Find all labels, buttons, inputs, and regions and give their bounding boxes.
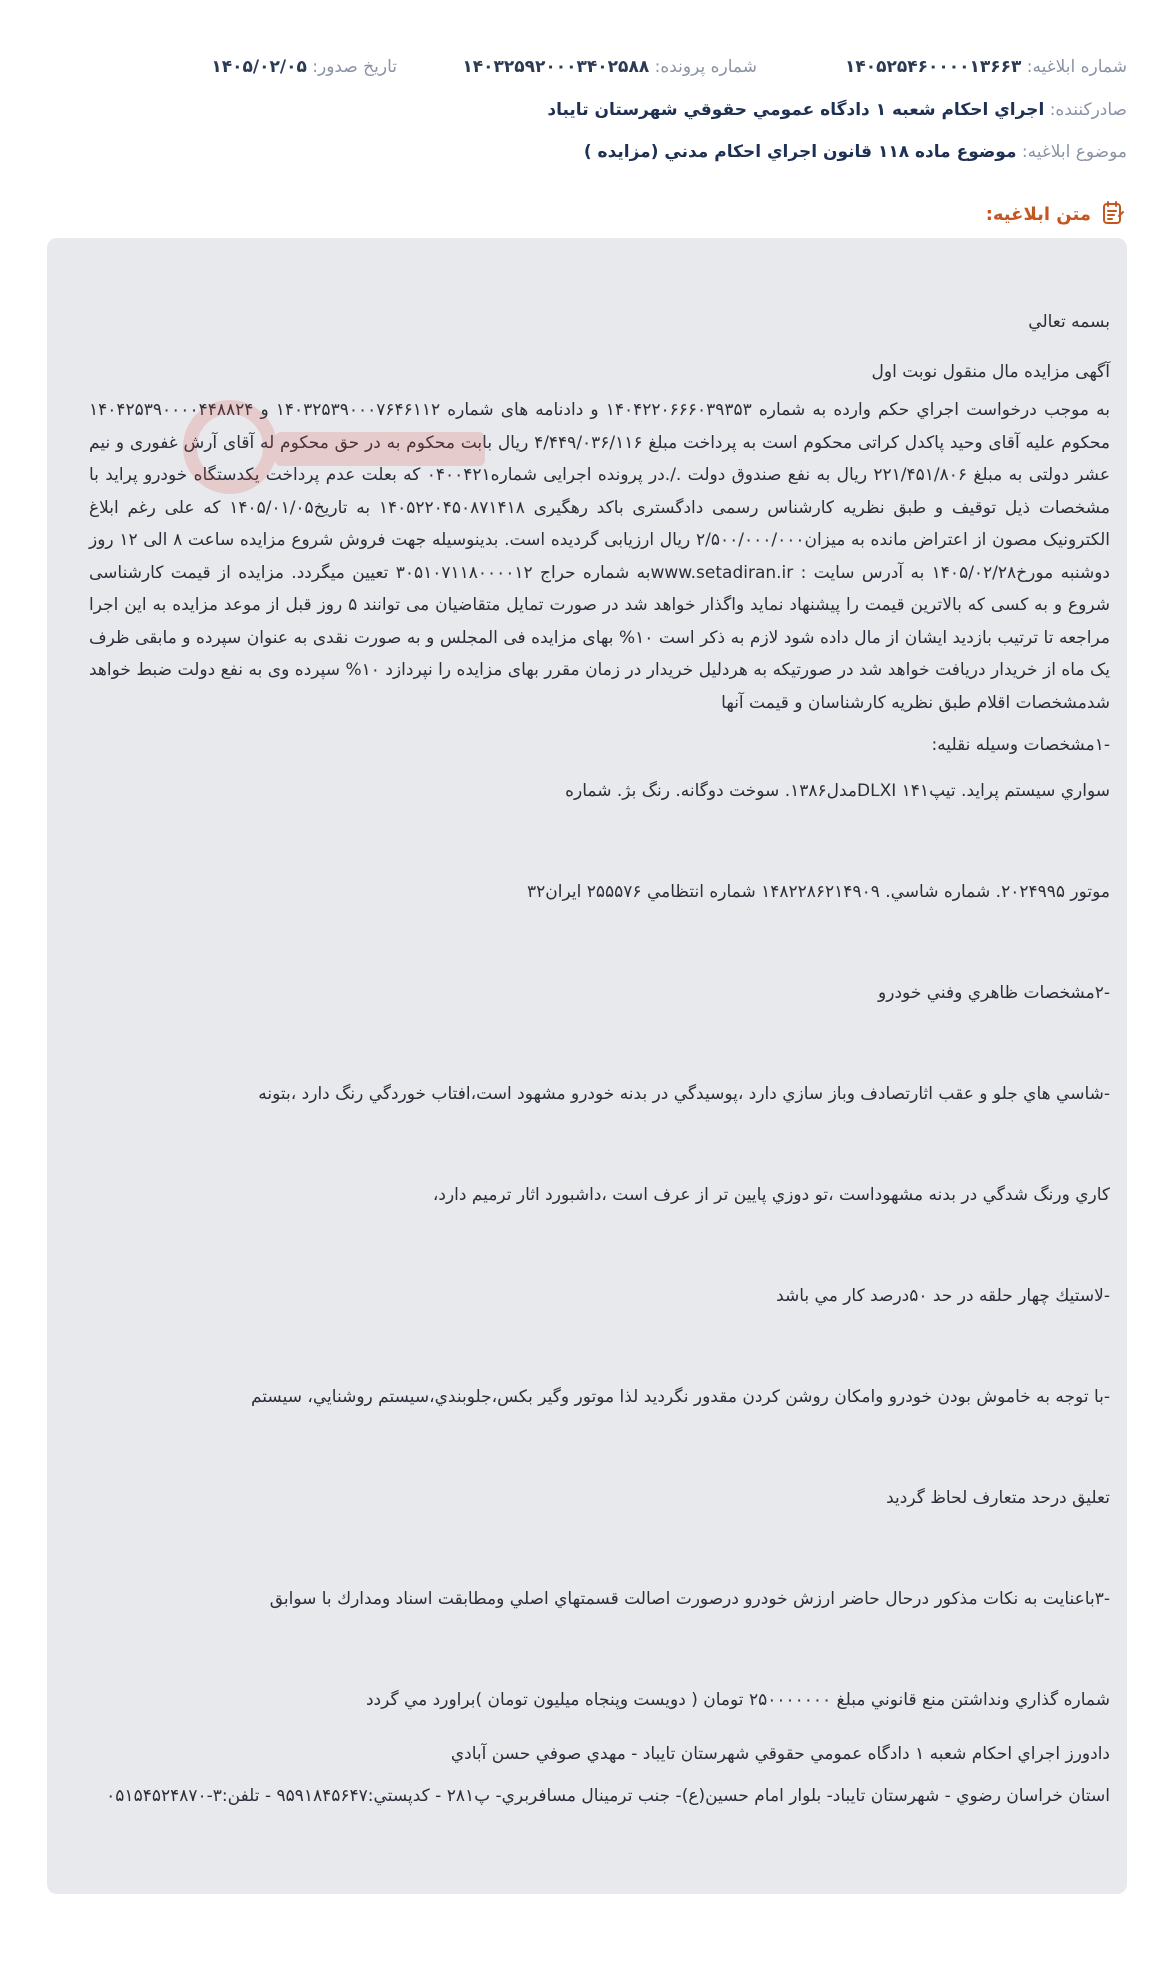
engine-line-2: تعلیق درحد متعارف لحاظ گردید	[886, 1488, 1110, 1508]
tires-line: -لاستیك چهار حلقه در حد ۵۰درصد کار مي باشد	[776, 1286, 1110, 1306]
valuation-line-2: شماره گذاري ونداشتن منع قانوني مبلغ ۲۵۰۰۰۰۰۰۰ تومان ( دویست وپنجاه میلیون تومان )براورد مي گردد	[365, 1690, 1110, 1710]
signer-line: دادورز اجراي احکام شعبه ۱ دادگاه عمومي حقوقي شهرستان تایباد - مهدي صوفي حسن آبادي	[450, 1744, 1110, 1764]
vehicle-line-2: موتور ۲۰۲۴۹۹۵. شماره شاسي. ۱۴۸۲۲۸۶۲۱۴۹۰۹ شماره انتظامي ۲۵۵۵۷۶ ایران۳۲	[527, 882, 1110, 902]
issue-date-label: تاریخ صدور:	[312, 57, 397, 77]
document-icon	[1099, 198, 1127, 231]
engine-line-1: -با توجه به خاموش بودن خودرو وامکان روشن کردن مقدور نگردید لذا موتور وگیر بکس،جلوبندي،سیستم روشنايي، سیستم	[250, 1387, 1110, 1407]
content-body: به موجب درخواست اجراي حکم وارده به شماره ۱۴۰۴۲۲۰۶۶۶۰۳۹۳۵۳ و دادنامه های شماره ۱۴۰۳۲۵۳۹۰۰۰۷۶۴۶۱۱۲ و ۱۴۰۴۲۵۳۹۰۰۰۰۴۴۸۸۲۴ محکوم علیه آقای وحید پاکدل کراتی محکوم است به پرداخت مبلغ ۴/۴۴۹/۰۳۶/۱۱۶ ریال بابت محکوم به در حق محکوم له آقای آرش غفوری و نیم عشر دولتی به مبلغ ۲۲۱/۴۵۱/۸۰۶ ریال به نفع صندوق دولت ./.در پرونده اجرایی شماره۰۴۰۰۴۲۱ که بعلت عدم پرداخت یکدستگاه خودرو پراید با مشخصات ذیل توقیف و طبق نظریه کارشناس رسمی دادگستری باکد رهگیری ۱۴۰۵۲۲۰۴۵۰۸۷۱۴۱۸ به تاریخ۱۴۰۵/۰۱/۰۵ که علی رغم ابلاغ الکترونیک مصون از اعتراض مانده به میزان۲/۵۰۰/۰۰۰/۰۰۰ ریال ارزیابی گردیده است. بدینوسیله جهت فروش شروع مزایده ساعت ۸ الی ۱۲ روز دوشنبه مورخ۱۴۰۵/۰۲/۲۸ به آدرس سایت : www.setadiran.irبه شماره حراج ۳۰۵۱۰۷۱۱۸۰۰۰۰۱۲ تعیین میگردد. مزایده از قیمت کارشناسی شروع و به کسی که بالاترین قیمت را پیشنهاد نماید واگذار خواهد شد در صورت تمایل متقاضیان می توانند ۵ روز قبل از موعد مزایده به این اجرا مراجعه تا ترتیب بازدید ایشان از مال داده شود لازم به ذکر است ۱۰% بهای مزایده فی المجلس و به صورت نقدی به عنوان سپرده و مابقی ظرف یک ماه از خریدار دریافت خواهد شد در صورتیکه به هردلیل خریدار در زمان مقرر بهای مزایده را نپردازد ۱۰% سپرده وی به نفع دولت ضبط خواهد شدمشخصات اقلام طبق نظریه کارشناسان و قیمت آنها	[89, 400, 1111, 713]
notice-number-label: شماره ابلاغیه:	[1026, 57, 1127, 77]
valuation-line-1: -۳باعنایت به نکات مذکور درحال حاضر ارزش خودرو درصورت اصالت قسمتهاي اصلي ومطابقت اسناد ومدارك با سوابق	[269, 1589, 1110, 1609]
address-line: استان خراسان رضوي - شهرستان تایباد- بلوار امام حسین(ع)- جنب ترمینال مسافربري- پ۲۸۱ - کدپستي:۹۵۹۱۸۴۵۶۴۷ - تلفن:۳-۰۵۱۵۴۵۲۴۸۷۰	[106, 1786, 1110, 1806]
issuer-value: اجراي احکام شعبه ۱ دادگاه عمومي حقوقي شهرستان تایباد	[547, 100, 1045, 120]
file-number	[462, 57, 757, 77]
vehicle-heading: -۱مشخصات وسیله نقلیه:	[931, 735, 1110, 755]
file-number-label: شماره پرونده:	[654, 57, 757, 77]
notice-number	[845, 57, 1127, 77]
issue-date-value: ۱۴۰۵/۰۲/۰۵	[211, 57, 307, 77]
vehicle-line-1: سواري سیستم پراید. تیپ۱۴۱ DLXIمدل۱۳۸۶. سوخت دوگانه. رنگ بژ. شماره	[565, 781, 1110, 801]
issuer-label: صادرکننده:	[1049, 100, 1127, 120]
issue-date	[211, 57, 397, 77]
file-number-value: ۱۴۰۳۲۵۹۲۰۰۰۳۴۰۲۵۸۸	[462, 57, 650, 77]
content-subtitle: آگهی مزایده مال منقول نوبت اول	[871, 362, 1110, 382]
subject-value: موضوع ماده ۱۱۸ قانون اجراي احکام مدني (مزایده )	[583, 142, 1017, 162]
notice-text-heading	[986, 198, 1127, 231]
notice-text-title: متن ابلاغیه:	[985, 204, 1091, 225]
notice-content-box	[47, 238, 1127, 1894]
notice-number-value: ۱۴۰۵۲۵۴۶۰۰۰۰۱۳۶۶۳	[844, 57, 1022, 77]
appearance-heading: -۲مشخصات ظاهري وفني خودرو	[878, 983, 1110, 1003]
subject-label: موضوع ابلاغیه:	[1021, 142, 1127, 162]
content-title: بسمه تعالي	[1028, 312, 1110, 332]
appearance-line-2: کاري ورنگ شدگي در بدنه مشهوداست ،تو دوزي پایین تر از عرف است ،داشبورد اثار ترمیم دارد،	[432, 1185, 1110, 1205]
appearance-line-1: -شاسي هاي جلو و عقب اثارتصادف وباز سازي دارد ،پوسیدگي در بدنه خودرو مشهود است،افتاب خوردگي رنگ دارد ،بتونه	[258, 1084, 1110, 1104]
subject-row	[47, 142, 1127, 162]
issuer-row	[47, 100, 1127, 120]
